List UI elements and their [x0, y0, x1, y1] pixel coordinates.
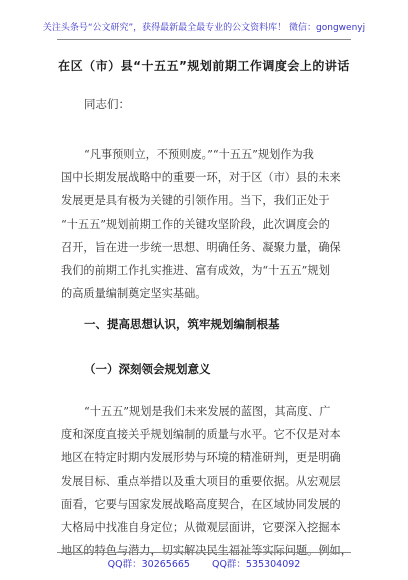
- footer-divider: [57, 552, 351, 553]
- header-divider: [57, 39, 351, 40]
- footer-contact: [0, 556, 408, 570]
- paragraph-line: 发展更是具有极为关键的引领作用。当下，我们正处于: [61, 194, 330, 208]
- paragraph-intro: [61, 143, 351, 305]
- paragraph-line: 地区在特定时期内发展形势与环境的精准研判，更是明确: [61, 451, 341, 465]
- paragraph-line: 国中长期发展战略中的重要一环，对于区（市）县的未来: [61, 171, 341, 185]
- paragraph-line: 的高质量编制奠定坚实基础。: [61, 287, 207, 301]
- paragraph-line: “凡事预则立，不预则废。”“十五五”规划作为我: [84, 148, 314, 161]
- salutation: 同志们：: [84, 97, 130, 111]
- paragraph-line: 召开，旨在进一步统一思想、明确任务、凝聚力量，确保: [61, 240, 341, 254]
- subsection-heading: （一）深刻领会规划意义: [84, 362, 211, 376]
- document-title: 在区（市）县“十五五”规划前期工作调度会上的讲话: [58, 59, 350, 73]
- paragraph-line: “十五五”规划是我们未来发展的蓝图，其高度、广: [84, 405, 331, 418]
- paragraph-line: 发展目标、重点举措以及重大项目的重要依据。从宏观层: [61, 474, 341, 488]
- paragraph-significance: [61, 400, 351, 562]
- paragraph-line: 大格局中找准自身定位；从微观层面讲，它要深入挖掘本: [61, 521, 341, 535]
- paragraph-line: 我们的前期工作扎实推进、富有成效，为“十五五”规划: [61, 264, 330, 278]
- paragraph-line: 度和深度直接关乎规划编制的质量与水平。它不仅是对本: [61, 428, 341, 442]
- header-note: 关注头条号“公文研究”，获得最新最全最专业的公文资料库！ 微信：gongwenyj: [42, 23, 366, 33]
- footer-qq-group-2: QQ群：535304092: [211, 559, 301, 570]
- paragraph-line: “十五五”规划前期工作的关键攻坚阶段，此次调度会的: [61, 217, 330, 231]
- paragraph-line: 地区的特色与潜力，切实解决民生福祉等实际问题。例如，: [61, 544, 352, 558]
- paragraph-line: 面看，它要与国家发展战略高度契合，在区域协同发展的: [61, 497, 341, 511]
- section-heading: 一、提高思想认识，筑牢规划编制根基: [84, 317, 280, 331]
- footer-qq-group-1: QQ群：30265665: [107, 559, 190, 570]
